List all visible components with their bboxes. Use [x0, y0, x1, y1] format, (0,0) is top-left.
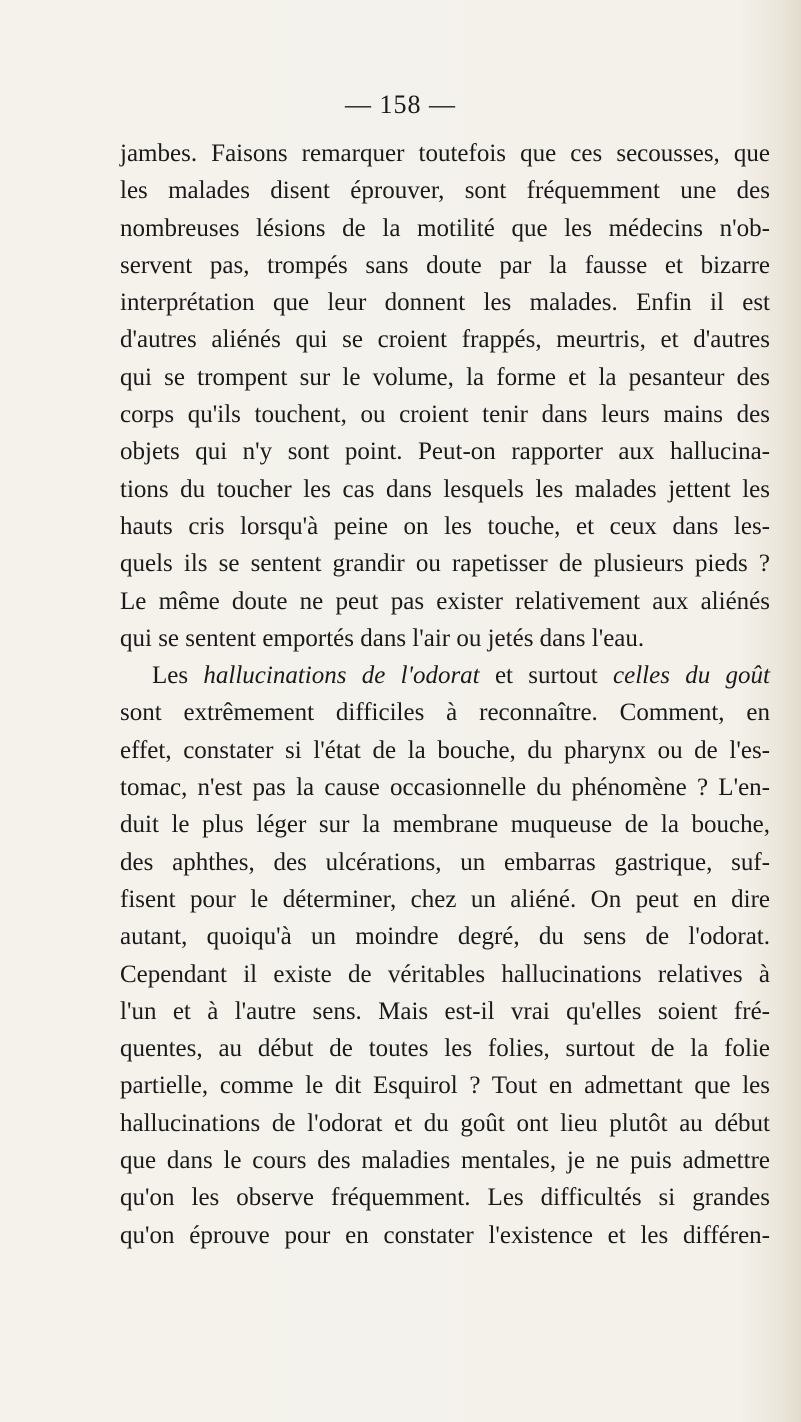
text-segment: d'autres aliénés qui se croient frappés, meurtris, et d'autres [120, 326, 770, 354]
text-segment: et surtout [479, 662, 614, 690]
text-line [120, 732, 770, 769]
text-segment: partielle, comme le dit Esquirol ? Tout en admettant que les [120, 1072, 770, 1100]
text-line [120, 769, 770, 806]
text-segment: objets qui n'y sont point. Peut-on rapporter aux hallucina- [120, 438, 770, 466]
text-line [120, 1105, 770, 1142]
text-segment: corps qu'ils touchent, ou croient tenir dans leurs mains des [120, 401, 770, 429]
text-segment: l'un et à l'autre sens. Mais est-il vrai qu'elles soient fré- [120, 997, 770, 1025]
text-segment: tomac, n'est pas la cause occasionnelle du phénomène ? L'en- [120, 774, 770, 802]
text-segment: que dans le cours des maladies mentales, je ne puis admettre [120, 1147, 770, 1175]
text-segment: Cependant il existe de véritables hallucinations relatives à [120, 960, 770, 988]
text-segment: sont extrêmement difficiles à reconnaître. Comment, en [120, 699, 770, 727]
body-text [120, 135, 770, 1254]
text-line [120, 172, 770, 209]
text-segment: effet, constater si l'état de la bouche, du pharynx ou de l'es- [120, 736, 770, 764]
text-segment: jambes. Faisons remarquer toutefois que ces secousses, que [120, 140, 770, 167]
text-line [120, 844, 770, 881]
text-line [120, 918, 770, 955]
text-segment: Le même doute ne peut pas exister relativement aux aliénés [120, 587, 770, 615]
text-line [120, 1217, 770, 1254]
text-segment: duit le plus léger sur la membrane muqueuse de la bouche, [120, 811, 770, 839]
text-line [120, 1030, 770, 1067]
text-segment: interprétation que leur donnent les malades. Enfin il est [120, 289, 770, 317]
text-segment: servent pas, trompés sans doute par la fausse et bizarre [120, 251, 770, 279]
text-segment: qui se trompent sur le volume, la forme et la pesanteur des [120, 363, 770, 391]
text-segment: qui se sentent emportés dans l'air ou jetés dans l'eau. [120, 624, 645, 652]
page-number: — 158 — [345, 90, 456, 119]
italic-text: hallucinations de l'odorat [203, 662, 480, 690]
text-line [120, 1067, 770, 1104]
text-segment: quels ils se sentent grandir ou rapetisser de plusieurs pieds ? [120, 550, 770, 578]
text-line [120, 359, 770, 396]
text-line [120, 471, 770, 508]
text-segment: qu'on les observe fréquemment. Les difficultés si grandes [120, 1184, 770, 1212]
text-segment: quentes, au début de toutes les folies, surtout de la folie [120, 1035, 770, 1063]
text-line [120, 247, 770, 284]
text-line [120, 508, 770, 545]
text-line [120, 1142, 770, 1179]
text-segment: qu'on éprouve pour en constater l'existence et les différen- [120, 1221, 770, 1249]
text-line [120, 993, 770, 1030]
text-line [120, 881, 770, 918]
text-segment: les malades disent éprouver, sont fréquemment une des [120, 177, 770, 205]
text-segment: hallucinations de l'odorat et du goût ont lieu plutôt au début [120, 1109, 770, 1137]
text-segment: Les [152, 662, 204, 690]
text-line [120, 135, 770, 172]
text-line [120, 806, 770, 843]
text-segment: nombreuses lésions de la motilité que les médecins n'ob- [120, 214, 770, 242]
text-line [120, 321, 770, 358]
text-line [120, 396, 770, 433]
text-line [120, 694, 770, 731]
text-line [120, 545, 770, 582]
text-segment: tions du toucher les cas dans lesquels les malades jettent les [120, 475, 770, 503]
text-line [120, 284, 770, 321]
text-line [120, 956, 770, 993]
text-segment: fisent pour le déterminer, chez un aliéné. On peut en dire [120, 885, 770, 913]
text-segment: autant, quoiqu'à un moindre degré, du sens de l'odorat. [120, 923, 770, 951]
text-line [120, 583, 770, 620]
italic-text: celles du goût [613, 662, 770, 690]
text-line [120, 1179, 770, 1216]
text-line [120, 657, 770, 694]
text-line [120, 433, 770, 470]
text-line [120, 620, 770, 657]
text-segment: des aphthes, des ulcérations, un embarras gastrique, suf- [120, 848, 770, 876]
text-line [120, 210, 770, 247]
text-segment: hauts cris lorsqu'à peine on les touche, et ceux dans les- [120, 512, 770, 540]
